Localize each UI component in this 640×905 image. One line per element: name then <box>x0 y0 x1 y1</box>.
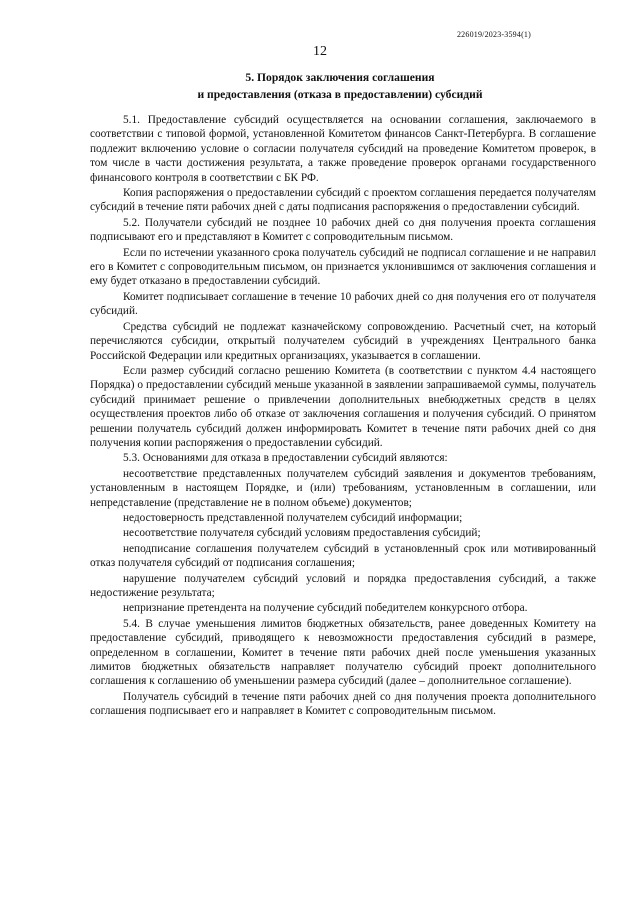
paragraph: Если по истечении указанного срока получатель субсидий не подписал соглашение и не направил его в Комитет с сопроводительным письмом, он признается уклонившимся от заключения соглашения и ему будет отказано в предоставлении субсидий. <box>90 246 596 288</box>
document-body <box>90 113 596 719</box>
section-title-line-1: 5. Порядок заключения соглашения <box>245 71 435 84</box>
paragraph: 5.2. Получатели субсидий не позднее 10 рабочих дней со дня получения проекта соглашения подписывают его и представляют в Комитет с сопроводительным письмом. <box>90 216 596 244</box>
paragraph: 5.1. Предоставление субсидий осуществляется на основании соглашения, заключаемого в соответствии с типовой формой, установленной Комитетом финансов Санкт-Петербурга. В соглашение подлежит включению условие о согласии получателя субсидий на проведение Комитетом проверок, в том числе в части достижения результата, а также проведение проверок органами государственного финансового контроля в соответствии с БК РФ. <box>90 114 596 184</box>
paragraph: нарушение получателем субсидий условий и порядка предоставления субсидий, а также недостижение результата; <box>90 572 596 599</box>
section-title-line-2: и предоставления (отказа в предоставлении) субсидий <box>197 87 483 101</box>
paragraph: Копия распоряжения о предоставлении субсидий с проектом соглашения передается получателям субсидий в течение пяти рабочих дней с даты подписания распоряжения о предоставлении субсидий. <box>90 187 596 214</box>
paragraph: несоответствие представленных получателем субсидий заявления и документов требованиям, установленным в настоящем Порядке, и (или) требованиям, установленным в соглашении, или непредставление (представление не в полном объеме) документов; <box>90 467 596 509</box>
section-heading <box>90 70 590 103</box>
paragraph: недостоверность представленной получателем субсидий информации; <box>123 511 463 524</box>
paragraph: Комитет подписывает соглашение в течение 10 рабочих дней со дня получения его от получателя субсидий. <box>90 290 596 318</box>
paragraph: 5.3. Основаниями для отказа в предоставлении субсидий являются: <box>123 452 448 465</box>
paragraph: Средства субсидий не подлежат казначейскому сопровождению. Расчетный счет, на который перечисляются субсидии, открытый получателем субсидий в учреждениях Центрального банка Российской Федерации или кредитных организациях, указывается в соглашении. <box>90 320 596 362</box>
page-number: 12 <box>313 44 327 59</box>
paragraph: неподписание соглашения получателем субсидий в установленный срок или мотивированный отказ получателя субсидий от подписания соглашения; <box>90 542 596 570</box>
paragraph: несоответствие получателя субсидий условиям предоставления субсидий; <box>123 527 481 540</box>
paragraph: непризнание претендента на получение субсидий победителем конкурсного отбора. <box>123 602 528 615</box>
paragraph: Получатель субсидий в течение пяти рабочих дней со дня получения проекта дополнительного соглашения подписывает его и направляет в Комитет с сопроводительным письмом. <box>90 690 596 718</box>
paragraph: Если размер субсидий согласно решению Комитета (в соответствии с пунктом 4.4 настоящего Порядка) о предоставлении субсидий меньше указанной в заявлении запрашиваемой суммы, получатель субсидий принимает решение о привлечении дополнительных внебюджетных средств в целях осуществления проектов либо об отказе от заключения соглашения и получения субсидий. О принятом решении получатель субсидий должен информировать Комитет в течение пяти рабочих дней со дня получения копии распоряжения о предоставлении субсидий. <box>90 364 596 449</box>
paragraph: 5.4. В случае уменьшения лимитов бюджетных обязательств, ранее доведенных Комитету на предоставление субсидий, приводящего к невозможности предоставления субсидий в размере, определенном в соглашении, Комитет в течение пяти рабочих дней после уменьшения указанных лимитов бюджетных обязательств направляет получателю субсидий проект дополнительного соглашения к соглашению об уменьшении размера субсидий (далее – дополнительное соглашение). <box>90 617 596 688</box>
document-number: 226019/2023-3594(1) <box>456 30 531 39</box>
